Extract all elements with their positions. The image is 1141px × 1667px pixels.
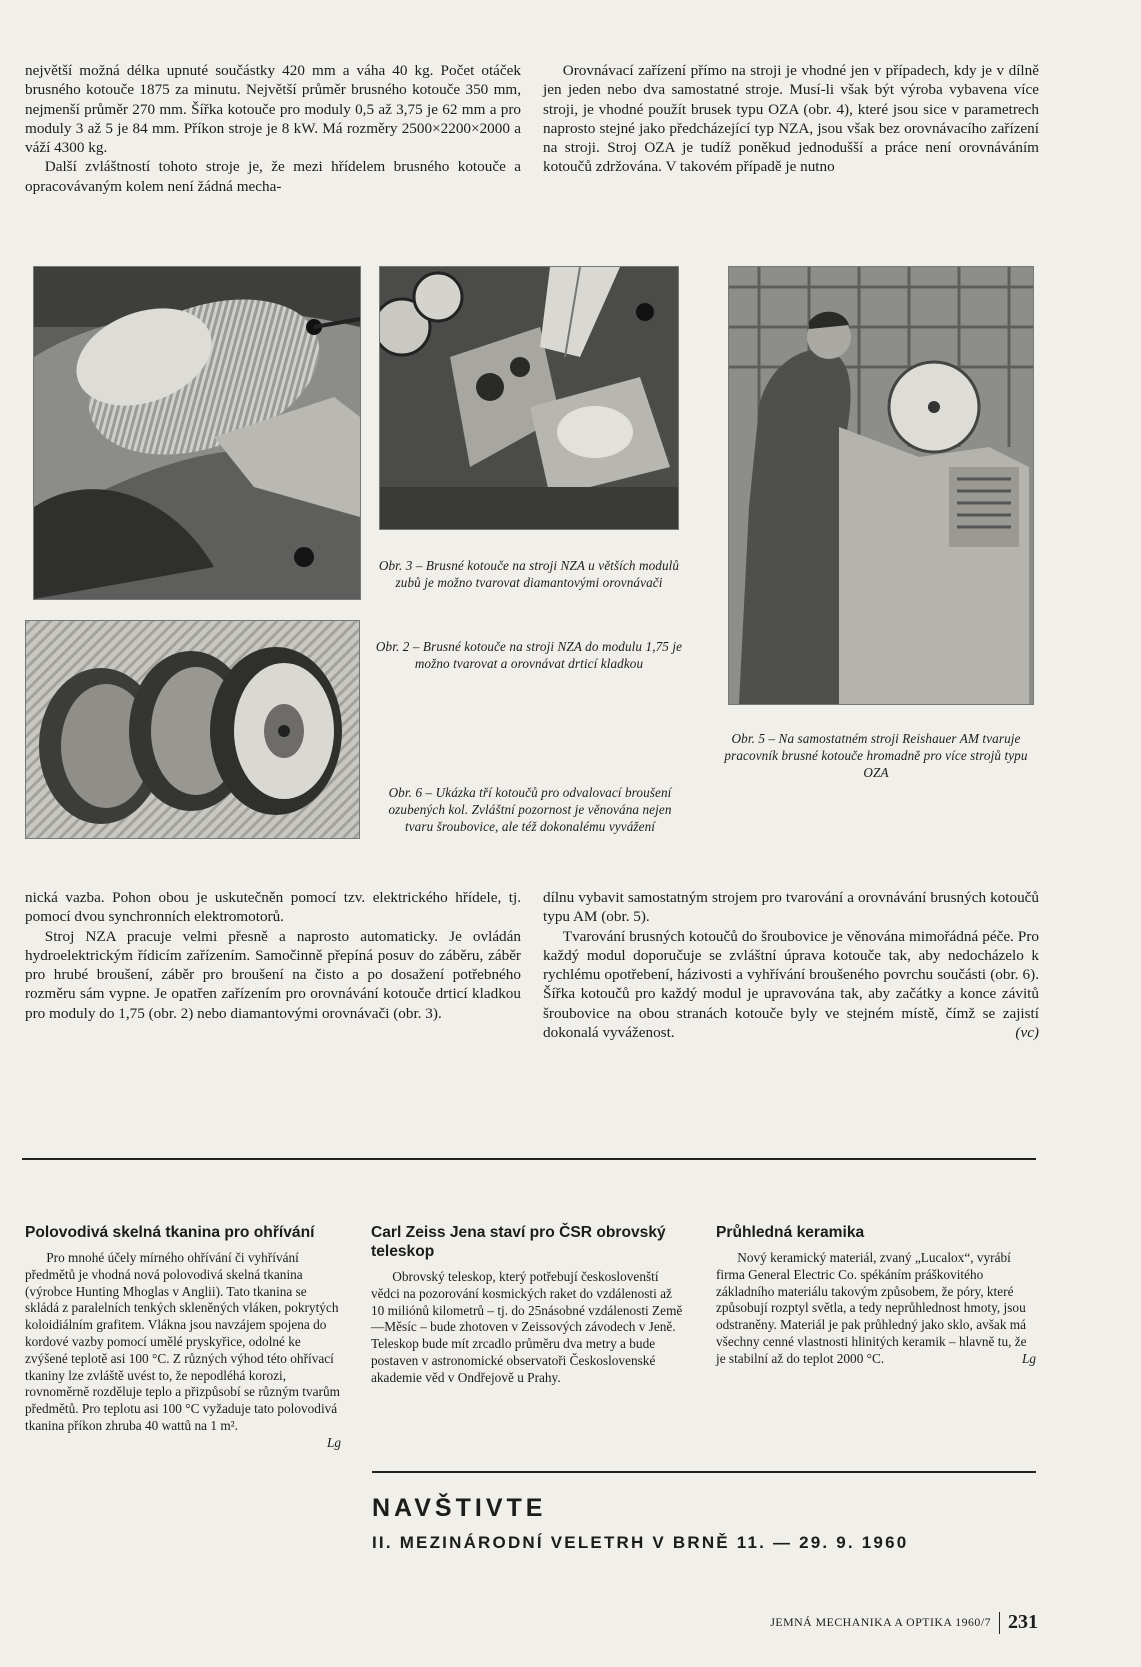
caption-obr5: Obr. 5 – Na samostatném stroji Reishauer AM tvaruje pracovník brusné kotouče hromadně pro více strojů typu OZA: [724, 731, 1028, 780]
footer-separator: [999, 1612, 1000, 1634]
paragraph: Orovnávací zařízení přímo na stroji je vhodné jen v případech, kdy je v dílně jen jeden nebo dva samostatné stroje. Musí-li však být výroba vybavena více stroji, je vhodné použít brusek typu OZA (obr. 4), které jsou sice v parametrech naprosto stejné jako předcházející typ NZA, jsou však bez orovnávacího zařízení na stroji. Stroj OZA je tudíž poněkud jednodušší a práce není orovnáváním kotoučů zdržována. V takovém případě je nutno: [543, 62, 1039, 176]
advert-headline: NAVŠTIVTE: [372, 1494, 547, 1522]
bottom-left-column: [25, 888, 521, 1023]
news-title: Polovodivá skelná tkanina pro ohřívání: [25, 1224, 315, 1241]
paragraph: největší možná délka upnuté součástky 420 mm a váha 40 kg. Počet otáček brusného kotouče 1875 za minutu. Největší průměr brusného kotouče 350 mm, nejmenší průměr 270 mm. Šířka kotouče pro moduly 0,5 až 3,75 je 62 mm a pro moduly 3 až 5 je 84 mm. Příkon stroje je 8 kW. Má rozměry 2500×2200×2000 a váží 4300 kg.: [25, 62, 521, 157]
news-text: [25, 1250, 341, 1450]
top-left-column: [25, 61, 521, 196]
news-body: Pro mnohé účely mírného ohřívání či vyhřívání předmětů je vhodná nová polovodivá skelná tkanina (výrobce Hunting Mhoglas v Anglii). Tato tkanina se skládá z paralelních tenkých skleněných vláken, pokrytých koloidiálním grafitem. Vlákna jsou navzájem spojena do kordové vazby pomocí umělé pryskyřice, odolné ke zvýšené teplotě asi 100 °C. Z různých výhod této ohřívací tkaniny lze zvláště uvést to, že nepodléhá korozi, rovnoměrně rozděluje teplo a přizpůsobí se různým tvarům předmětů. Pro teplotu asi 100 °C vyžaduje tato polovodivá tkanina příkon zhruba 40 wattů na 1 m².: [25, 1250, 340, 1433]
news-text: [716, 1250, 1036, 1368]
journal-name: JEMNÁ MECHANIKA A OPTIKA 1960/7: [770, 1615, 991, 1630]
photo-obr3: [379, 266, 679, 530]
photo-obr6: [25, 620, 360, 839]
news-title: Průhledná keramika: [716, 1224, 865, 1241]
section-divider: [22, 1158, 1036, 1160]
paragraph-text: Tvarování brusných kotoučů do šroubovice je věnována mimořádná péče. Pro každý modul doporučuje se zvláštní úprava kotouče tak, aby nedocházelo k rychlému opotřebení, házivosti a vyhřívání broušeného povrchu součásti (obr. 6). Šířka kotoučů pro každý modul je upravována tak, aby začátky a konce závitů šroubovice na obou stranách kotouče byly ve stejném místě, čímž se zajistí dokonalá vyváženost.: [543, 927, 1039, 1042]
paragraph: nická vazba. Pohon obou je uskutečněn pomocí tzv. elektrického hřídele, tj. pomocí dvou synchronních elektromotorů.: [25, 889, 521, 926]
caption-obr6: Obr. 6 – Ukázka tří kotoučů pro odvalovací broušení ozubených kol. Zvláštní pozornost je věnována nejen tvaru šroubovice, ale též dokonalému vyvážení: [388, 785, 672, 834]
news-item-keramika: [716, 1223, 1036, 1368]
page-footer: [714, 1611, 1038, 1634]
paragraph: Stroj NZA pracuje velmi přesně a naprosto automaticky. Je ovládán hydroelektrickým řídicím zařízením. Samočinně přepíná posuv do záběru, záběr pro hrubé broušení, záběr pro broušení na čisto a po dosažení potřebného rozměru sám vypne. Je opatřen zařízením pro orovnávání kotouče drticí kladkou pro moduly do 1,75 (obr. 2) nebo diamantovými orovnávači (obr. 3).: [25, 927, 521, 1022]
top-right-column: [543, 61, 1039, 177]
caption-obr2: Obr. 2 – Brusné kotouče na stroji NZA do modulu 1,75 je možno tvarovat a orovnávat drticí kladkou: [375, 639, 683, 671]
news-item-skelna-tkanina: [25, 1223, 341, 1452]
news-text: Obrovský teleskop, který potřebují českoslovenští vědci na pozorování kosmických raket do vzdálenosti až 10 miliónů kilometrů – tj. do 25násobné vzdálenosti Země—Měsíc – bude zhotoven v Zeissových závodech v Jeně. Teleskop bude mít zrcadlo průměru dva metry a bude postaven v astronomické observatoři Československé akademie věd v Ondřejově u Prahy.: [371, 1269, 683, 1385]
paragraph: Další zvláštností tohoto stroje je, že mezi hřídelem brusného kotouče a opracovávaným kolem není žádná mecha-: [25, 158, 521, 195]
author-signature: (vc): [1015, 1024, 1039, 1042]
bottom-right-column: [543, 888, 1039, 1042]
page-number: 231: [1008, 1611, 1038, 1633]
paragraph: dílnu vybavit samostatným strojem pro tvarování a orovnávání brusných kotoučů typu AM (obr. 5).: [543, 889, 1039, 926]
advert-divider: [372, 1471, 1036, 1473]
photo-obr5: [728, 266, 1034, 705]
caption-obr3: Obr. 3 – Brusné kotouče na stroji NZA u větších modulů zubů je možno tvarovat diamantovými orovnávači: [378, 558, 680, 590]
photo-obr2: [33, 266, 361, 600]
news-signature: Lg: [326, 1434, 341, 1450]
news-body: Nový keramický materiál, zvaný „Lucalox“, vyrábí firma General Electric Co. spékáním práškovitého základního materiálu takovým způsobem, že póry, které způsobují rozptyl světla, a tedy neprůhlednost hmoty, jsou odstraněny. Materiál je pak průhledný jako sklo, avšak má všechny cenné vlastnosti hlinitých keramik – hlavně tu, že je stabilní až do teplot 2000 °C.: [716, 1250, 1027, 1366]
news-signature: Lg: [1021, 1350, 1036, 1366]
news-item-teleskop: [371, 1223, 687, 1387]
paragraph: [543, 927, 1039, 1043]
news-title: Carl Zeiss Jena staví pro ČSR obrovský teleskop: [371, 1224, 666, 1260]
advert-subline: II. MEZINÁRODNÍ VELETRH V BRNĚ 11. — 29. 9. 1960: [372, 1533, 909, 1552]
